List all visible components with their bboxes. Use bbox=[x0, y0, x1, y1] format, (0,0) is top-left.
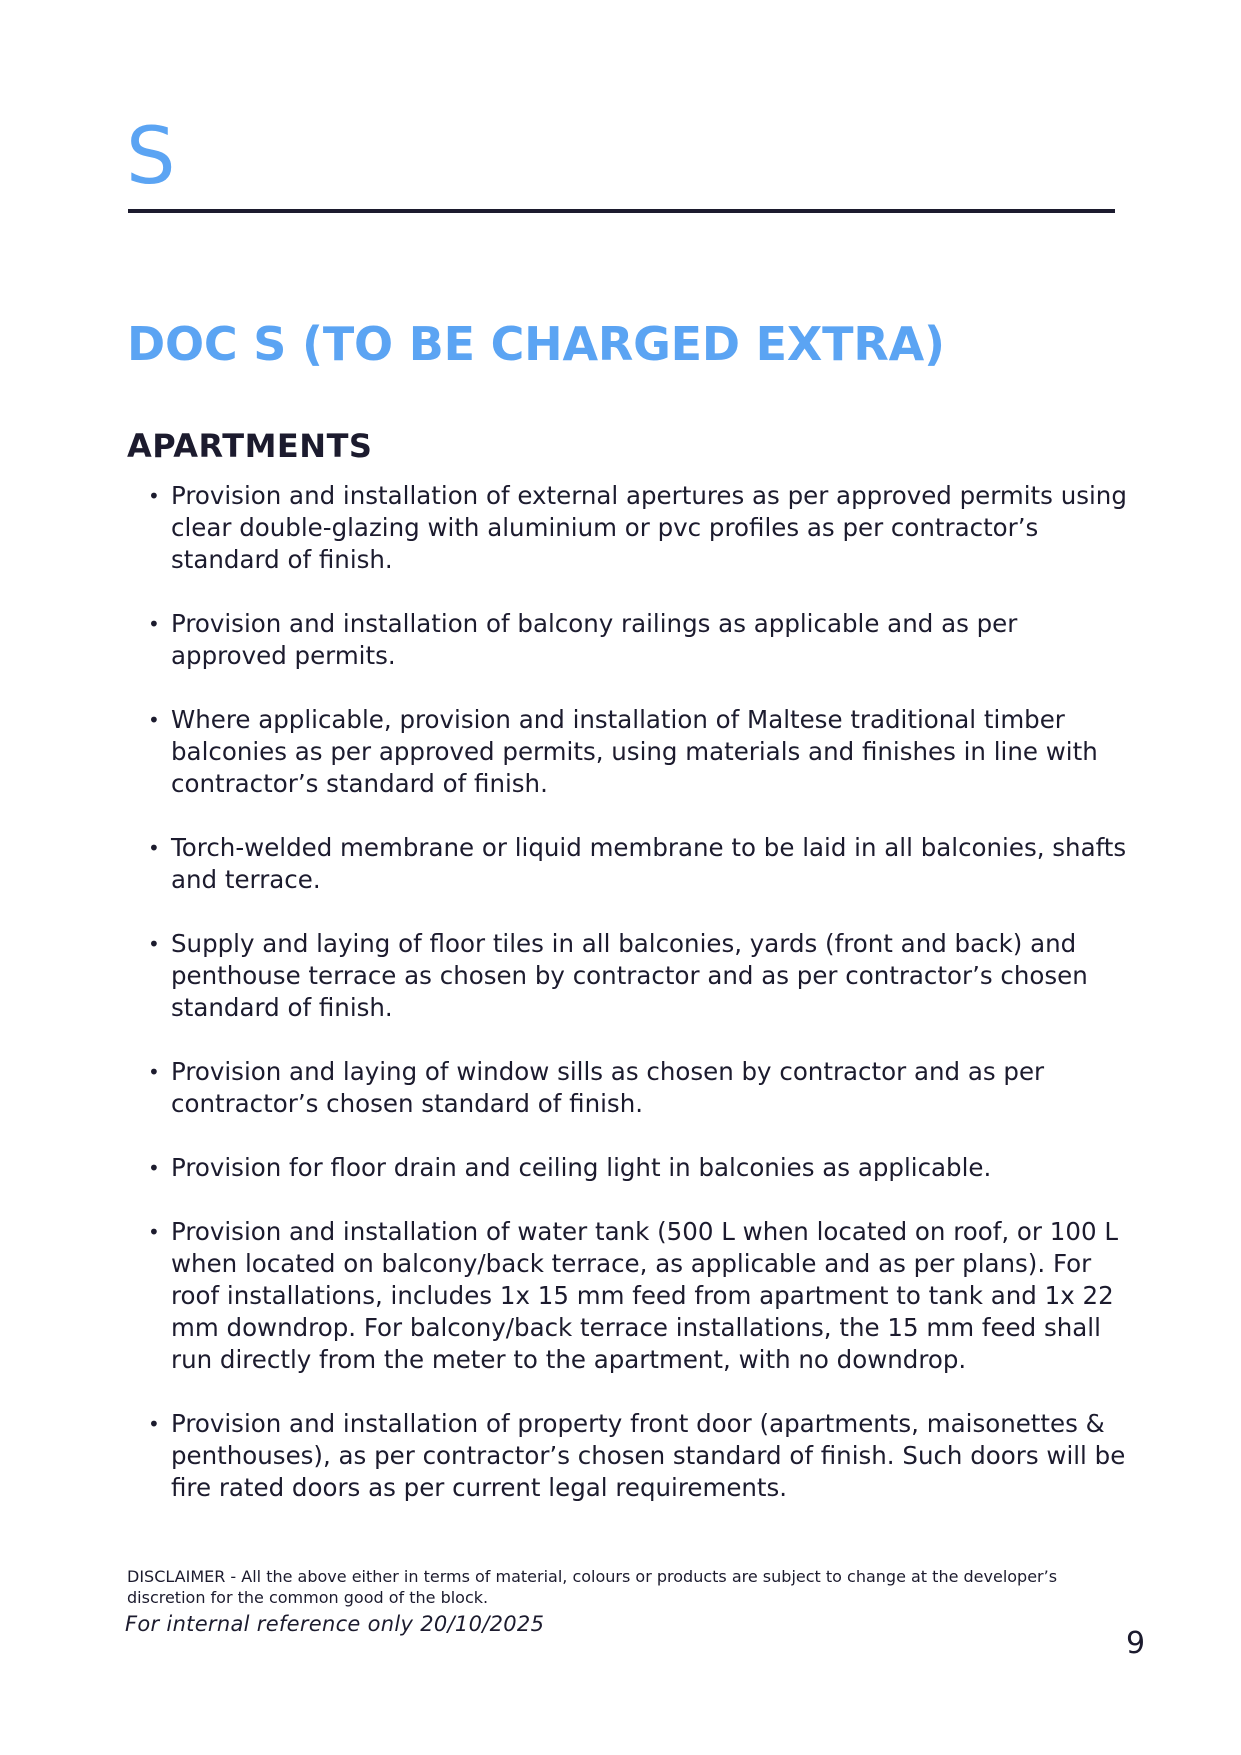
bullet-icon: • bbox=[148, 484, 160, 508]
bullet-icon: • bbox=[148, 1220, 160, 1244]
disclaimer: DISCLAIMER - All the above either in terms of material, colours or products are subject to change at the developer’s discretion for the common good of the block. bbox=[127, 1567, 1058, 1607]
bullet-icon: • bbox=[148, 836, 160, 860]
list-item-text: Supply and laying of floor tiles in all balconies, yards (front and back) and penthouse terrace as chosen by contractor and as per contractor’s chosen standard of finish. bbox=[171, 929, 1088, 1022]
header-rule bbox=[128, 209, 1115, 213]
list-item-text: Provision and installation of external apertures as per approved permits using clear double-glazing with aluminium or pvc profiles as per contractor’s standard of finish. bbox=[171, 481, 1127, 574]
list-item-text: Provision and laying of window sills as chosen by contractor and as per contractor’s chosen standard of finish. bbox=[171, 1057, 1045, 1118]
bullet-icon: • bbox=[148, 1412, 160, 1436]
list-item-text: Provision and installation of property front door (apartments, maisonettes & penthouses), as per contractor’s chosen standard of finish. Such doors will be fire rated doors as per current legal requirements. bbox=[171, 1409, 1126, 1502]
page-number: 9 bbox=[1126, 1626, 1146, 1661]
bullet-icon: • bbox=[148, 1060, 160, 1084]
bullet-icon: • bbox=[148, 1156, 160, 1180]
internal-reference: For internal reference only 20/10/2025 bbox=[125, 1612, 545, 1636]
list-item-text: Where applicable, provision and installation of Maltese traditional timber balconies as per approved permits, using materials and finishes in line with contractor’s standard of finish. bbox=[171, 705, 1098, 798]
specification-list bbox=[148, 480, 1128, 1536]
list-item bbox=[148, 1056, 1128, 1120]
list-item bbox=[148, 608, 1128, 672]
bullet-icon: • bbox=[148, 708, 160, 732]
list-item bbox=[148, 832, 1128, 896]
section-heading: APARTMENTS bbox=[127, 426, 373, 465]
list-item-text: Provision and installation of balcony railings as applicable and as per approved permits. bbox=[171, 609, 1018, 670]
list-item-text: Torch-welded membrane or liquid membrane to be laid in all balconies, shafts and terrace. bbox=[171, 833, 1127, 894]
bullet-icon: • bbox=[148, 612, 160, 636]
list-item-text: Provision and installation of water tank (500 L when located on roof, or 100 L when located on balcony/back terrace, as applicable and as per plans). For roof installations, includes 1x 15 mm feed from apartment to tank and 1x 22 mm downdrop. For balcony/back terrace installations, the 15 mm feed shall run directly from the meter to the apartment, with no downdrop. bbox=[171, 1217, 1118, 1374]
list-item bbox=[148, 704, 1128, 800]
list-item bbox=[148, 1216, 1128, 1376]
list-item bbox=[148, 1408, 1128, 1504]
section-letter: S bbox=[126, 112, 176, 202]
list-item bbox=[148, 480, 1128, 576]
list-item bbox=[148, 928, 1128, 1024]
list-item-text: Provision for floor drain and ceiling light in balconies as applicable. bbox=[171, 1153, 992, 1182]
list-item bbox=[148, 1152, 1128, 1184]
bullet-icon: • bbox=[148, 932, 160, 956]
page-title: DOC S (TO BE CHARGED EXTRA) bbox=[127, 316, 945, 371]
